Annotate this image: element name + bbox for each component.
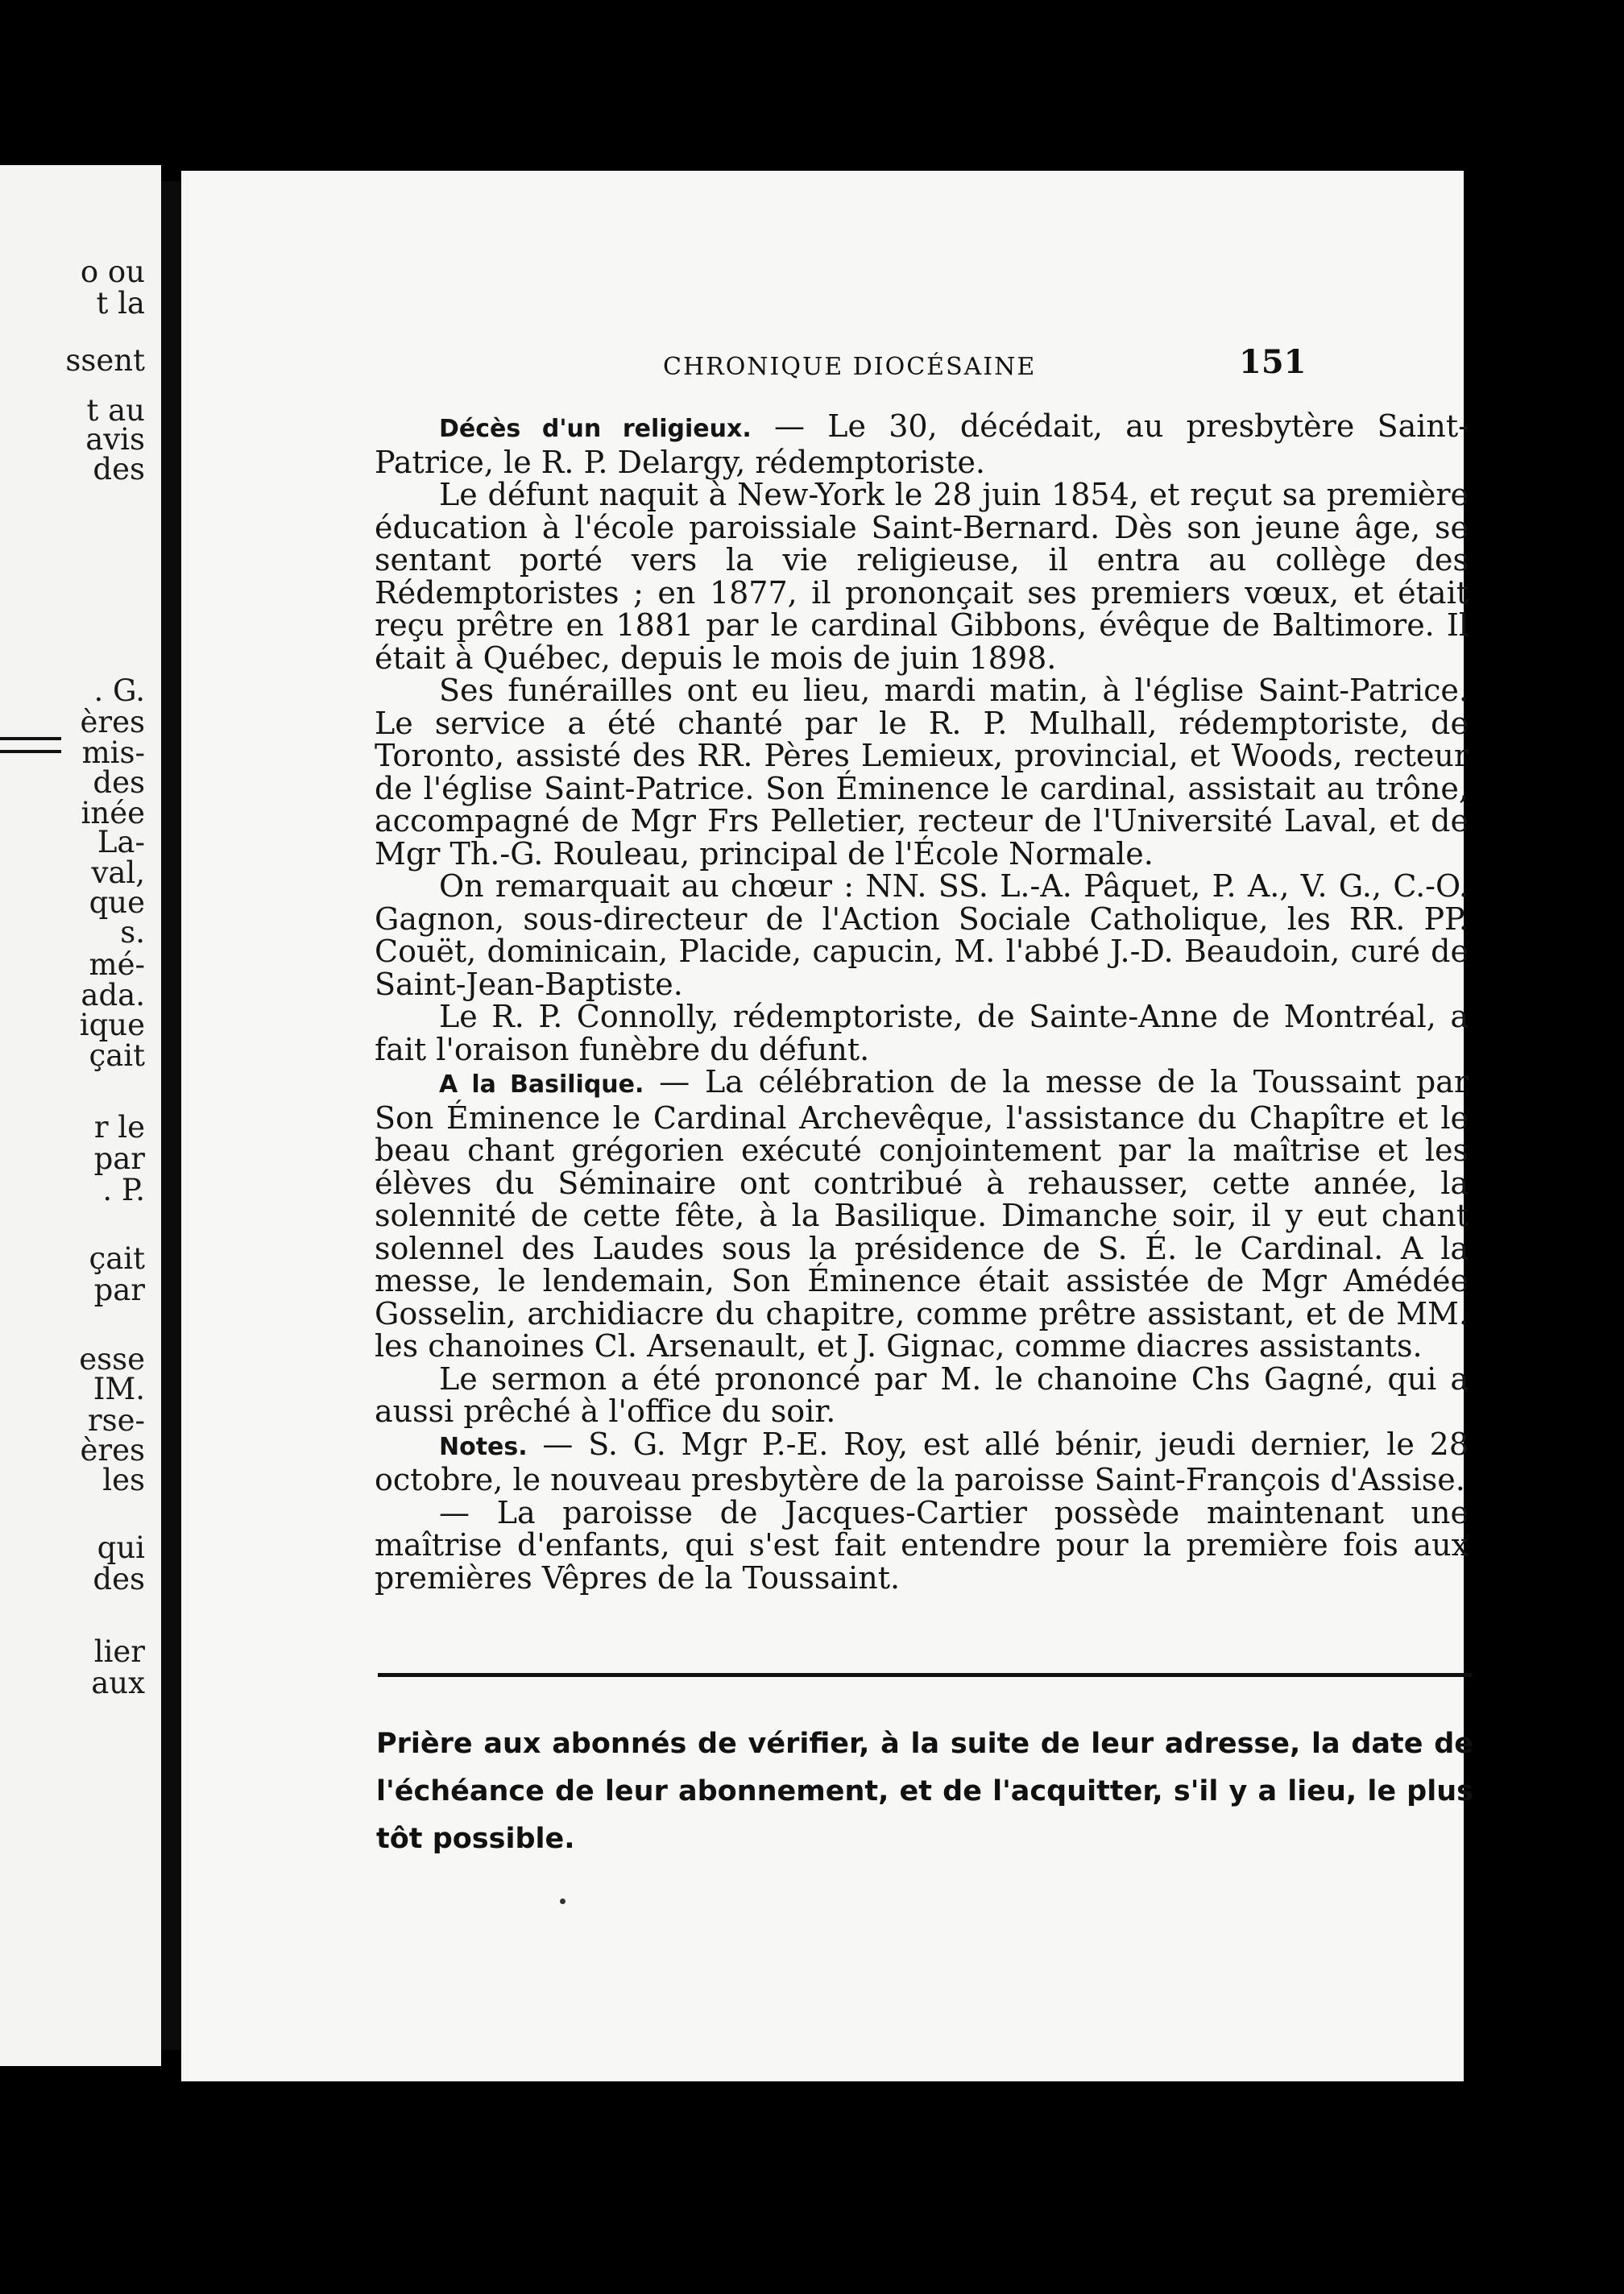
previous-page-fragment: t au — [86, 393, 145, 428]
previous-page-fragment: qui — [97, 1530, 145, 1565]
previous-page-fragment: par — [93, 1273, 145, 1307]
paragraph-basilique — [375, 1066, 1469, 1363]
section-lead-notes: Notes. — [439, 1432, 528, 1461]
previous-page-fragment: des — [93, 1562, 145, 1596]
subscriber-notice: Prière aux abonnés de vérifier, à la suite de leur adresse, la date de l'échéance de leur abonnement, et de l'acquitter, s'il y a lieu, le plus tôt possible. — [376, 1728, 1473, 1855]
previous-page-fragment: ères — [80, 1433, 145, 1468]
paragraph-sermon: Le sermon a été prononcé par M. le chanoine Chs Gagné, qui a aussi prêché à l'office du soir. — [375, 1360, 1469, 1429]
previous-page-fragment: des — [93, 452, 145, 487]
previous-page-fragment: mis- — [81, 735, 145, 770]
previous-page-fragment: çait — [89, 1038, 145, 1073]
previous-page-fragment: ique — [79, 1008, 145, 1042]
previous-page-fragment: inée — [81, 796, 145, 830]
previous-page-fragment: esse — [79, 1342, 145, 1377]
section-lead-basilique: A la Basilique. — [439, 1070, 644, 1099]
previous-page-fragment: avis — [85, 422, 145, 457]
running-head: CHRONIQUE DIOCÉSAINE — [663, 353, 1037, 381]
paragraph-biography: Le défunt naquit à New-York le 28 juin 1854, et reçut sa première éducation à l'école paroissiale Saint-Bernard. Dès son jeune âge, se sentant porté vers la vie religieuse, il entra au collège des Rédemptoristes ; en 1877, il prononçait ses premiers vœux, et était reçu prêtre en 1881 par le cardinal Gibbons, évêque de Baltimore. Il était à Québec, depuis le mois de juin 1898. — [375, 477, 1469, 676]
previous-page-fragment: les — [102, 1463, 145, 1497]
paragraph-maitrise: — La paroisse de Jacques-Cartier possède maintenant une maîtrise d'enfants, qui s'est fait entendre pour la première fois aux premières Vêpres de la Toussaint. — [375, 1494, 1469, 1596]
previous-page-fragment: aux — [91, 1666, 145, 1700]
paragraph-funeral: Ses funérailles ont eu lieu, mardi matin, à l'église Saint-Patrice. Le service a été chanté par le R. P. Mulhall, rédemptoriste, de Toronto, assisté des RR. Pères Lemieux, provincial, et Woods, recteur de l'église Saint-Patrice. Son Éminence le cardinal, assistait au trône, accompagné de Mgr Frs Pelletier, recteur de l'Université Laval, et de Mgr Th.-G. Rouleau, principal de l'École Normale. — [375, 673, 1469, 872]
paragraph-attendees: On remarquait au chœur : NN. SS. L.-A. Pâquet, P. A., V. G., C.-O. Gagnon, sous-directeur de l'Action Sociale Catholique, les RR. PP. Couët, dominicain, Placide, capucin, M. l'abbé J.-D. Beaudoin, curé de Saint-Jean-Baptiste. — [375, 868, 1469, 1002]
previous-page-fragment: o ou — [80, 255, 145, 289]
previous-page-fragment: La- — [97, 825, 145, 859]
previous-page-fragment: IM. — [93, 1372, 145, 1406]
previous-page-edge — [0, 165, 161, 2066]
previous-page-fragment: val, — [91, 855, 145, 890]
paragraph-notes — [375, 1428, 1469, 1497]
previous-page-fragment: t la — [96, 286, 145, 321]
previous-page-fragment: ères — [80, 705, 145, 739]
previous-page-fragment: que — [89, 885, 145, 920]
previous-page-fragment: mé- — [89, 947, 145, 982]
paragraph-text: — Le 30, décédait, au presbytère Saint-Patrice, le R. P. Delargy, rédemptoriste. — [375, 408, 1469, 480]
previous-page-fragment: ssent — [65, 343, 145, 378]
paper-speck — [560, 1899, 566, 1904]
previous-page-fragment: . P. — [102, 1173, 145, 1207]
page-number: 151 — [1239, 343, 1307, 381]
paragraph-text: — S. G. Mgr P.-E. Roy, est allé bénir, jeudi dernier, le 28 octobre, le nouveau presbytère de la paroisse Saint-François d'Assise. — [375, 1426, 1469, 1497]
book-gutter — [161, 181, 180, 2050]
previous-page-fragment: r le — [93, 1110, 145, 1145]
separator-rule — [378, 1673, 1472, 1677]
previous-page-fragment: s. — [120, 915, 145, 950]
section-lead-deces: Décès d'un religieux. — [439, 415, 752, 443]
paragraph-deces — [375, 410, 1469, 478]
paragraph-oraison: Le R. P. Connolly, rédemptoriste, de Sainte-Anne de Montréal, a fait l'oraison funèbre du défunt. — [375, 999, 1469, 1067]
previous-page-fragment: des — [93, 765, 145, 800]
previous-page-rule — [0, 737, 61, 753]
previous-page-fragment: çait — [89, 1241, 145, 1276]
previous-page-fragment: par — [93, 1141, 145, 1176]
page — [181, 171, 1473, 2081]
paragraph-text: — La célébration de la messe de la Toussaint par Son Éminence le Cardinal Archevêque, l'assistance du Chapître et le beau chant grégorien exécuté conjointement par la maîtrise et les élèves du Séminaire ont contribué à rehausser, cette année, la solennité de cette fête, à la Basilique. Dimanche soir, il y eut chant solennel des Laudes sous la présidence de S. É. le Cardinal. A la messe, le lendemain, Son Éminence était assistée de Mgr Amédée Gosselin, archidiacre du chapitre, comme prêtre assistant, et de MM. les chanoines Cl. Arsenault, et J. Gignac, comme diacres assistants. — [375, 1064, 1469, 1364]
previous-page-fragment: rse- — [87, 1403, 145, 1438]
previous-page-fragment: . G. — [93, 673, 145, 708]
previous-page-fragment: lier — [93, 1634, 145, 1669]
previous-page-fragment: ada. — [81, 978, 145, 1012]
article-body — [375, 410, 1469, 1594]
